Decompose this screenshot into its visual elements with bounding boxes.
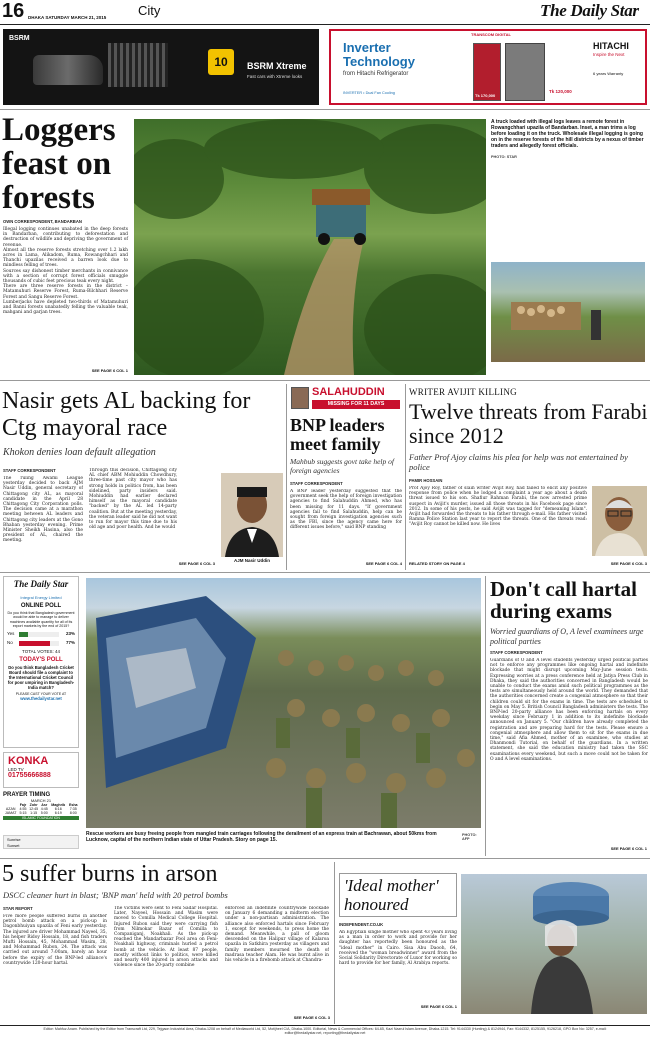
prayer-cell: 6:16 <box>54 807 62 811</box>
poll-url[interactable]: www.thedailystar.net <box>20 695 62 701</box>
farabi-kicker: WRITER AVIJIT KILLING <box>409 387 517 397</box>
dateline: DHAKA SATURDAY MARCH 21, 2015 <box>28 15 107 20</box>
ideal-mother-illustration <box>461 874 647 1014</box>
salahuddin-deck: Mahbub suggests govt take help of foreign agencies <box>290 457 394 475</box>
portrait-illustration <box>221 473 283 557</box>
col-rule-c <box>485 576 486 856</box>
lead-byline: OWN CORRESPONDENT, BANDARBAN <box>3 219 82 224</box>
salahuddin-jump: SEE PAGE 6 COL 4 <box>365 561 402 566</box>
poll-yes-pct: 23% <box>65 630 75 636</box>
poll-yes-bar-track <box>19 632 59 637</box>
lead-jump: SEE PAGE 6 COL 1 <box>91 368 128 373</box>
prayer-cell: 5:15 <box>19 811 27 815</box>
ideal-mother-photo <box>461 874 647 1014</box>
forest-illustration <box>134 119 486 375</box>
ideal-mother-headline-box <box>339 873 457 917</box>
nasir-jump: SEE PAGE 6 COL 3 <box>178 561 215 566</box>
prayer-cell: JAMAT <box>4 811 17 815</box>
hitachi-slogan: Inspire the Next <box>593 52 625 57</box>
nasir-col-1: The ruling Awami League yesterday decided to back AJM Nasir Uddin, general secretary of Chittagong city AL, as mayoral candidate in the April 28 Chittagong City Corporation polls. The decision came at a marathon meeting between AL leaders and Chittagong city leaders at the Gono Bhaban yesterday evening. Prime Minister Sheikh Hasina, also the president of AL, chaired the meeting. <box>3 476 83 544</box>
prayer-header-cell: Esha <box>68 803 78 807</box>
konka-ad <box>3 752 79 788</box>
prayer-header-cell: Maghrib <box>51 803 66 807</box>
poll-paper-name: The Daily Star <box>13 579 69 589</box>
farabi-headline: Twelve threats from Farabi since 2012 <box>409 399 648 448</box>
poll-no-bar-track <box>19 641 59 646</box>
poll-today-title: TODAY'S POLL <box>19 656 63 663</box>
ideal-mother-byline: INDEPENDENT.CO.UK <box>339 922 384 927</box>
prayer-cell: 12:45 <box>29 807 39 811</box>
arson-deck: DSCC cleaner hurt in blast; 'BNP man' held with 20 petrol bombs <box>3 890 228 900</box>
fridge-2-shape <box>505 43 545 101</box>
bsrm-brand: BSRM Xtreme <box>247 61 307 71</box>
page-number: 16 <box>2 0 25 22</box>
prayer-cell: 4:45 <box>40 807 48 811</box>
arson-col-1: Five more people suffered burns in another petrol bomb attack on a pick-up in Dagonbhuiyan upazila of Feni early yesterday. The injured are driver Mohammad Nayeel, 35, his helper Ridoy Hossain, 18, and fish traders Mufti Hossain, 45, Mohammad Wasim, 28, and Mohammad Rubon, 24. The attack was carried out around 7:00am, barely an hour before the expiry of the BNP-led alliance's countrywide 120-hour hartal. <box>3 914 107 966</box>
poll-no-row <box>7 640 75 647</box>
poll-question: Do you think that Bangladesh government would be able to manage to deliver machines available quantity for all of its export markets by the end of 2015? <box>7 611 75 629</box>
lead-paragraph: Almost all the reserve forests stretching over 1.2 lakh acres in Lama, Alikadom, Ruma, Rowangchhari and Thanchi upazilas received a barren look due to mindless felling of trees. <box>3 247 128 269</box>
hitachi-price-1: Tk 170,000 <box>475 93 496 98</box>
farabi-jump: SEE PAGE 6 COL 3 <box>610 561 647 566</box>
poll-yes-bar <box>19 632 28 637</box>
farabi-related: RELATED STORY ON PAGE 4 <box>409 561 465 566</box>
inset-illustration <box>491 262 645 362</box>
masthead-rule <box>0 24 650 25</box>
bsrm-grade-badge: 10 <box>208 49 234 75</box>
hitachi-subline: from Hitachi Refrigerator <box>343 71 409 77</box>
lead-paragraph: Illegal logging continues unabated in the deep forests in Bandarban, contributing to deforestation and destruction of wildlife and depriving the government of revenue. <box>3 227 128 248</box>
nasir-col-2: Through this decision, Chittagong city AL chief ABM Mohiuddin Chowdhury, three-time past city mayor who has strong holds in politics from, has been sidelined, party insiders said. Mohiuddin had earlier declared himself as the mayoral candidate "backed" by the AL led 14-party coalition. But at the meeting yesterday, the veteran leader said he did not want to run for mayor this time due to his old age and poor health. And he would <box>89 468 177 531</box>
lead-body <box>3 227 128 315</box>
prayer-cell: 5:00 <box>40 811 48 815</box>
train-credit: PHOTO: AFP <box>462 833 477 841</box>
bsrm-bars-shape <box>108 43 168 87</box>
poll-yes-label: Yes <box>7 630 15 636</box>
arson-col-2: The victims were sent to Feni Sadar Hospital. Later, Nayeel, Hossain and Wasim were moved to Comilla Medical College Hospital. Injured Rubon said they were carrying fish from Nilmokar Bazar of Comilla to Companiganj, Noakhali. As the pick-up reached the Mandarbazar Pool area on Feni-Noakhali highway, criminals hurled a petrol bomb at the vehicle. At least 87 people, mostly without links to politics, were killed and nearly 400 injured in arson attacks and violence since the 20-party combine <box>114 906 218 969</box>
bsrm-logo: BSRM <box>9 35 30 42</box>
prayer-foundation: ISLAMIC FOUNDATION <box>3 816 79 820</box>
prayer-table <box>3 803 79 815</box>
hartal-byline: STAFF CORRESPONDENT <box>490 650 543 655</box>
section-rule-3 <box>0 858 650 859</box>
footer-rule <box>0 1025 650 1026</box>
poll-total: TOTAL VOTES: 44 <box>22 648 60 654</box>
train-photo <box>86 578 481 828</box>
prayer-cell: AZAN <box>5 807 16 811</box>
hitachi-sponsor: TRANSCOM DIGITAL <box>471 32 511 37</box>
prayer-cell: 4:55 <box>19 807 27 811</box>
hitachi-feature: INVERTER • Dual Fan Cooling <box>343 91 395 95</box>
hitachi-ad <box>329 29 647 105</box>
train-caption: Rescue workers are busy freeing people from mangled train carriages following the derailment of an express train at Bachrawan, about 50kms from Lucknow, capital of the northern Indian state of Uttar Pradesh. Story on page 15. <box>86 831 437 843</box>
sunrise-strip <box>3 835 79 849</box>
arson-col-3: enforced an indefinite countrywide blockade on January 6 demanding a midterm election under a non-partisan administration. The alliance also enforced hartals since February 1, except for weekends, to press home the demand. Meanwhile, a pall of gloom descended on the Halipur village of Kalaroa upazila in Satkhira yesterday as villagers and family members mourned the death of madrasa teacher Alam. He was burnt alive in his vehicle in a firebomb attack at Chandra- <box>225 906 329 964</box>
nasir-deck: Khokon denies loan default allegation <box>3 447 156 458</box>
salahuddin-tag-sub: MISSING FOR 11 DAYS <box>312 400 400 409</box>
prayer-cell: 7:35 <box>69 807 77 811</box>
bsrm-tagline: Fast cars with Xtreme looks <box>247 74 303 79</box>
ideal-mother-headline: 'Ideal mother' honoured <box>344 876 439 914</box>
lead-caption: A truck loaded with illegal logs leaves a remote forest in Rowangchhari upazila of Bandarban. Inset, a man trims a log before loading it on the truck. Wholesale illegal logging is going on in the reserve forests of the hill districts by a nexus of timber traders and allegedly forest officials. <box>491 119 644 149</box>
ads-bottom-rule <box>0 109 650 110</box>
poll-title: ONLINE POLL <box>20 603 62 609</box>
hartal-body: Guardians of O and A level students yesterday urged political parties not to enforce any programmes like ongoing hartal and indefinite blockade that might disrupt upcoming May-June session tests. Expressing worries at a press conference held at Jatiya Press Club in Dhaka, they said the authorities concerned in Bangladesh would be unable to conduct the exams amid such political programmes as the tests are simultaneously held around the world. They demanded that the authorities concerned create a congenial atmosphere so that their children could sit for the exams in time. The tests are scheduled to begin on May 5. British Council Bangladesh administers the tests. The BNP-led 20-party alliance has been enforcing hartals on every weekday since February 1 in addition to its indefinite blockade announced on January 5. "Our children have already completed the registration and are preparing hard for the tests. Please ensure a congenial atmosphere and allow them to sit for the exams in due time," said Afia Ahmed, mother of an examinee, who studies at Dhanmondi Tutorial, on behalf of the guardians. In a written statement, she said the education ministry had taken the SSC examinations every weekend, but such a move could not be taken for O and A level examinations. <box>490 658 648 762</box>
farabi-deck: Father Prof Ajoy claims his plea for help was not entertained by police <box>409 452 628 472</box>
nasir-headline: Nasir gets AL backing for Ctg mayoral race <box>2 388 251 441</box>
salahuddin-body: A BNP leader yesterday suggested that the government seek the help of foreign investigation agencies to find Salahuddin Ahmed, who has been missing for 11 days. "If government agencies fail to find Salahuddin, help can be sought from foreign investigation agencies such as the FBI, since the agency came here for different issues before," said BNP standing <box>290 489 402 531</box>
lead-paragraph: Lumberjacks have depleted two-thirds of Matamuhuri and Banni forests unabatedly felling the valuable teak, mahgani and garjan trees. <box>3 299 128 316</box>
hitachi-offer: 6 years Warranty <box>593 71 624 76</box>
sunset-label: Sunset <box>7 843 20 848</box>
lead-caption-box <box>491 119 645 159</box>
hartal-headline: Don't call hartal during exams <box>490 577 637 623</box>
footer-imprint: Editor: Mahfuz Anam. Published by the Editor from Transcraft Ltd, 229, Tejgaon Industrial Area, Dhaka-1208 on behalf of Mediaworld Ltd, 52, Motijheel C/A, Dhaka-1000. Editorial, News & Commercial Offices: 64-65, Kazi Nazrul Islam Avenue, Dhaka-1215. Tel: 9144330 (Hunting) & 8124944, Fax: 9144332, 8125155, 9126218, GPO Box No: 3257, e-mail: editor@thedailystar.net, reporting@thedailystar.net <box>43 1027 607 1036</box>
prayer-header-cell: Zohr <box>29 803 38 807</box>
hitachi-brand: HITACHI <box>593 41 629 51</box>
farabi-body: Prof Ajoy Roy, father of slain writer Avijit Roy, had failed to elicit any positive response from police when he lodged a complaint a year ago about a death threat issued to his son. Shafiur Rahman Farabi, the now arrested prime suspect in Avijit's murder, issued all those threats in his Facebook page since 2012. In some of his posts, he said Avijit was tagged for "demeaning Islam". Avijit had forwarded the threats to his father through e-mail. His father visited Ramna Police Station last year to report the threats. One of the threats read: "Avijit Roy cannot be killed now. He lives <box>409 486 587 528</box>
hitachi-price-2: Tk 120,000 <box>549 89 572 94</box>
ideal-mother-body: An Egyptian single mother who spent 43 years living as a man in order to work and provide for her daughter has reportedly been honoured as the "ideal mother" in Cairo. Sisa Abu Daooh, 64, received the "woman breadwinner" award from the Social Solidarity Directorate of Luxor for working so hard to provide for her family, Al Arabiya reports. <box>339 930 457 967</box>
arson-byline: STAR REPORT <box>3 906 33 911</box>
farabi-byline: PAMIR HOSSAIN <box>409 478 443 483</box>
nasir-photo <box>221 473 283 557</box>
konka-brand: KONKA <box>8 755 49 767</box>
prayer-timing <box>3 792 79 830</box>
section-rule-2 <box>0 572 650 573</box>
salahuddin-thumb <box>291 387 309 409</box>
hartal-deck: Worried guardians of O, A level examinees urge political parties <box>490 627 644 646</box>
poll-yes-row <box>7 631 75 638</box>
salahuddin-headline: BNP leaders meet family <box>290 415 385 454</box>
ideal-mother-jump: SEE PAGE 6 COL 1 <box>420 1004 457 1009</box>
lead-paragraph: There are three reserve forests in the district – Matamuhuri Reserve Forest, Ruma-Bilchhari Reserve Forest and Sangu Reserve Forest. <box>3 284 128 300</box>
hitachi-headline-2: Technology <box>343 54 415 69</box>
lead-headline: Loggers feast on forests <box>2 112 116 216</box>
prayer-title: PRAYER TIMING <box>3 792 51 798</box>
prayer-cell: 6:19 <box>54 811 62 815</box>
salahuddin-tag <box>290 386 402 414</box>
nasir-byline: STAFF CORRESPONDENT <box>3 468 56 473</box>
bsrm-car-shape <box>33 55 103 85</box>
prayer-cell: 1:15 <box>30 811 38 815</box>
poll-sponsor: Integral Energy Limited <box>20 595 62 600</box>
hartal-jump: SEE PAGE 6 COL 1 <box>610 846 647 851</box>
konka-phone: 01755666888 <box>8 772 51 779</box>
poll-no-pct: 77% <box>65 639 75 645</box>
portrait-illustration <box>592 486 647 556</box>
train-illustration <box>86 578 481 828</box>
arson-headline: 5 suffer burns in arson <box>2 861 218 887</box>
prayer-header-cell: Fajr <box>19 803 27 807</box>
online-poll <box>3 576 79 748</box>
konka-type: LED TV <box>8 767 24 772</box>
arson-jump: SEE PAGE 6 COL 3 <box>293 1015 330 1020</box>
hitachi-headline-1: Inverter <box>343 40 391 55</box>
ajoy-roy-photo <box>592 486 647 556</box>
poll-today-question: Do you think Bangladesh Cricket Board should file a complaint to the International Cricket Council for poor umpiring in Bangladesh-India match? <box>7 664 75 690</box>
paper-name: The Daily Star <box>540 1 639 20</box>
prayer-date: MARCH 21 <box>30 798 52 803</box>
prayer-row <box>3 811 79 815</box>
sunrise-label: Sunrise <box>7 837 21 842</box>
poll-vote-note: PLEASE CAST YOUR VOTE AT <box>15 691 67 696</box>
bsrm-ad <box>3 29 319 105</box>
inset-log-photo <box>491 262 645 362</box>
poll-no-label: No <box>7 639 13 645</box>
prayer-header-cell: Asr <box>41 803 48 807</box>
section-label: City <box>138 3 161 18</box>
salahuddin-byline: STAFF CORRESPONDENT <box>290 481 343 486</box>
col-rule-b <box>405 384 406 570</box>
salahuddin-tag-name: SALAHUDDIN <box>312 386 385 398</box>
section-rule-1 <box>0 380 650 381</box>
col-rule-a <box>286 384 287 570</box>
prayer-cell: 8:00 <box>69 811 77 815</box>
nasir-photo-caption: AJM Nasir Uddin <box>233 558 270 563</box>
col-rule-d <box>334 862 335 1024</box>
forest-photo <box>134 119 486 375</box>
lead-paragraph: Sources say dishonest timber merchants in connivance with a section of corrupt forest officials smuggle thousands of cubic feet precious teak every night. <box>3 268 128 285</box>
poll-no-bar <box>19 641 50 646</box>
lead-photo-credit: PHOTO: STAR <box>491 155 517 159</box>
